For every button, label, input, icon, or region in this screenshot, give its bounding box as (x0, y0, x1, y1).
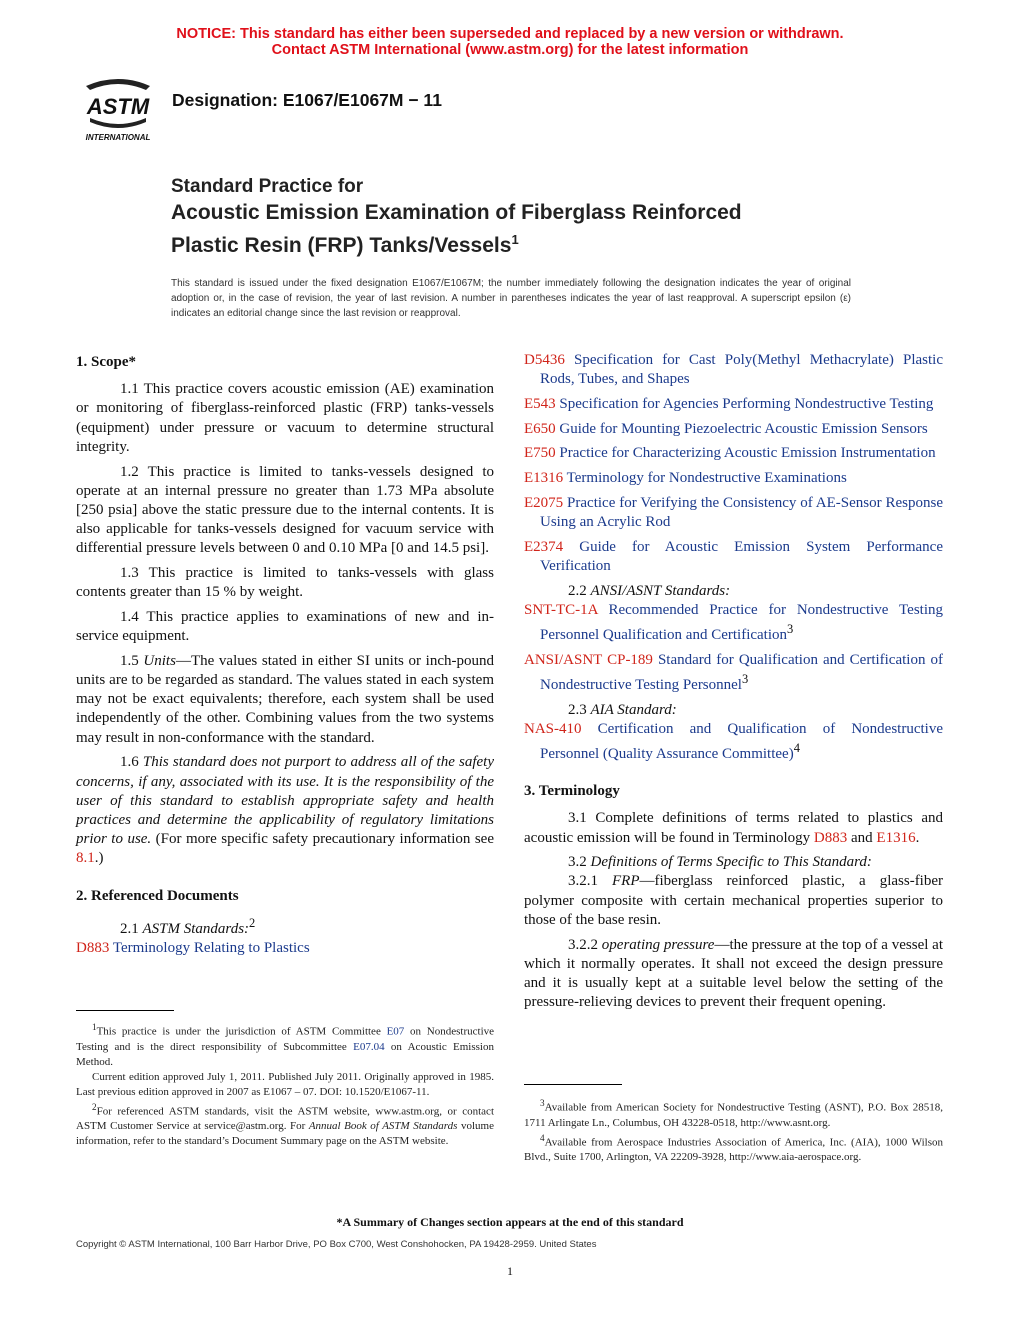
footnote-2: $^2$For referenced ASTM standards, visit the ASTM website, www.astm.org, or contact ASTM Customer Service at service@astm.org. For Annual Book of ASTM Standards volume information, refer to the standard’s Document Summary page on the ASTM website. (76, 1101, 494, 1148)
reference-d5436[interactable]: D5436 Specification for Cast Poly(Methyl Methacrylate) Plastic Rods, Tubes, and Shapes (524, 352, 943, 388)
para-1-1: 1.1 This practice covers acoustic emission (AE) examination or monitoring of fiberglass-reinforced plastic (FRP) tanks-vessels (equipment) under pressure or vacuum to determine structural integrity. (76, 381, 494, 455)
para-2-3: 2.3 AIA Standard: (568, 701, 677, 718)
para-1-5: 1.5 Units—The values stated in either SI units or inch-pound units are to be regarded as standard. The values stated in each system may not be exact equivalents; therefore, each system shall be used independently of the other. Combining values from the two systems may result in non-conformance with the standard. (76, 652, 494, 746)
reference-snt-tc-1a[interactable]: SNT-TC-1A Recommended Practice for Nondestructive Testing Personnel Qualification and Certification$^3$ (524, 601, 943, 643)
section-heading-scope: 1. Scope* (76, 354, 136, 370)
logo-letters: ASTM (86, 94, 150, 119)
section-heading-terminology: 3. Terminology (524, 783, 620, 800)
para-3-2-1: 3.2.1 FRP—fiberglass reinforced plastic, a glass-fiber polymer composite with certain mechanical properties superior to those of the base resin. (524, 873, 944, 928)
notice-banner (0, 26, 1020, 58)
right-column (524, 351, 943, 1018)
para-1-6: 1.6 This standard does not purport to address all of the safety concerns, if any, associated with its use. It is the responsibility of the user of this standard to establish appropriate safety and health practices and determine the applicability of regulatory limitations prior to use. (For more specific safety precautionary information see 8.1.) (76, 754, 495, 867)
title-line-1: Standard Practice for (171, 176, 364, 197)
link-d883[interactable]: D883 (813, 829, 848, 846)
para-1-3: 1.3 This practice is limited to tanks-vessels with glass contents greater than 15 % by weight. (76, 565, 494, 601)
para-3-2: 3.2 Definitions of Terms Specific to This Standard: (568, 854, 872, 871)
title-footnote-marker: 1 (511, 232, 519, 247)
footnote-rule-left (76, 1010, 174, 1011)
link-e07-04[interactable]: E07.04 (353, 1040, 385, 1053)
footnote-3: $^3$Available from American Society for Nondestructive Testing (ASNT), P.O. Box 28518, 1711 Arlingate Ln., Columbus, OH 43228-0518, http://www.asnt.org. (524, 1098, 943, 1129)
left-column (76, 353, 494, 964)
para-2-2: 2.2 ANSI/ASNT Standards: (568, 582, 731, 599)
reference-e2374[interactable]: E2374 Guide for Acoustic Emission System Performance Verification (524, 538, 943, 574)
section-heading-referenced-documents: 2. Referenced Documents (76, 887, 239, 904)
designation: Designation: E1067/E1067M − 11 (172, 90, 442, 110)
notice-line-2: Contact ASTM International (www.astm.org) for the latest information (271, 42, 749, 58)
footnotes-right (524, 1096, 943, 1165)
page-number: 1 (507, 1264, 513, 1278)
reference-e750[interactable]: E750 Practice for Characterizing Acoustic Emission Instrumentation (524, 445, 936, 462)
reference-e1316[interactable]: E1316 Terminology for Nondestructive Examinations (524, 470, 847, 487)
notice-line-1: NOTICE: This standard has either been superseded and replaced by a new version or withdrawn. (176, 26, 844, 42)
footnote-1-approval: Current edition approved July 1, 2011. Published July 2011. Originally approved in 1985. Last previous edition approved in 2007 as E1067 – 07. DOI: 10.1520/E1067-11. (76, 1070, 494, 1098)
link-e07[interactable]: E07 (386, 1025, 405, 1038)
footnote-rule-right (524, 1084, 622, 1085)
document-title (171, 174, 742, 259)
reference-cp-189[interactable]: ANSI/ASNT CP-189 Standard for Qualification and Certification of Nondestructive Testing Personnel$^3$ (524, 651, 943, 693)
para-1-4: 1.4 This practice applies to examinations of new and in-service equipment. (76, 608, 494, 645)
reference-d883[interactable]: D883 Terminology Relating to Plastics (76, 939, 310, 956)
astm-logo-icon (76, 74, 160, 144)
para-3-2-2: 3.2.2 operating pressure—the pressure at the top of a vessel at which it normally operates. It shall not exceed the design pressure and it is usually kept at a suitable level below the setting of the pressure-relieving devices to prevent their frequent opening. (524, 936, 944, 1011)
reference-e543[interactable]: E543 Specification for Agencies Performing Nondestructive Testing (524, 395, 934, 412)
footnotes-left (76, 1020, 494, 1149)
link-e1316[interactable]: E1316 (876, 829, 916, 846)
summary-of-changes-note: *A Summary of Changes section appears at the end of this standard (336, 1215, 684, 1229)
para-1-2: 1.2 This practice is limited to tanks-vessels designed to operate at an internal pressure no greater than 1.73 MPa absolute [250 psia] above the static pressure due to the internal contents. It is also applicable for tanks-vessels designed for vacuum service with differential pressure levels between 0 and 0.10 MPa [0 and 14.5 psi]. (76, 463, 494, 557)
reference-e2075[interactable]: E2075 Practice for Verifying the Consistency of AE-Sensor Response Using an Acrylic Rod (524, 494, 943, 530)
title-line-3: Plastic Resin (FRP) Tanks/Vessels$^1$ (171, 232, 519, 257)
reference-nas-410[interactable]: NAS-410 Certification and Qualification of Nondestructive Personnel (Quality Assurance Committee)$^4$ (524, 720, 943, 762)
footnote-1: $^1$This practice is under the jurisdiction of ASTM Committee E07 on Nondestructive Testing and is the direct responsibility of Subcommittee E07.04 on Acoustic Emission Method. (76, 1022, 495, 1068)
copyright-line: Copyright © ASTM International, 100 Barr Harbor Drive, PO Box C700, West Conshohocken, PA 19428-2959. United States (76, 1239, 597, 1250)
link-section-8-1[interactable]: 8.1 (76, 850, 95, 867)
para-2-1: 2.1 ASTM Standards:$^2$ (120, 915, 256, 937)
footnote-4: $^4$Available from Aerospace Industries Association of America, Inc. (AIA), 1000 Wilson Blvd., Suite 1700, Arlington, VA 22209-3928, http://www.aia-aerospace.org. (524, 1132, 943, 1164)
reference-list (524, 351, 943, 576)
logo-subtitle: INTERNATIONAL (85, 133, 151, 142)
para-3-1: 3.1 Complete definitions of terms related to plastics and acoustic emission will be found in Terminology D883 and E1316. (524, 810, 943, 846)
reference-e650[interactable]: E650 Guide for Mounting Piezoelectric Acoustic Emission Sensors (524, 420, 928, 437)
title-line-2: Acoustic Emission Examination of Fiberglass Reinforced (171, 201, 742, 224)
issuance-statement: This standard is issued under the fixed designation E1067/E1067M; the number immediately following the designation indicates the year of original adoption or, in the case of revision, the year of last revision. A number in parentheses indicates the year of last reapproval. A superscript epsilon (ε) indicates an editorial change since the last revision or reapproval. (171, 278, 851, 319)
